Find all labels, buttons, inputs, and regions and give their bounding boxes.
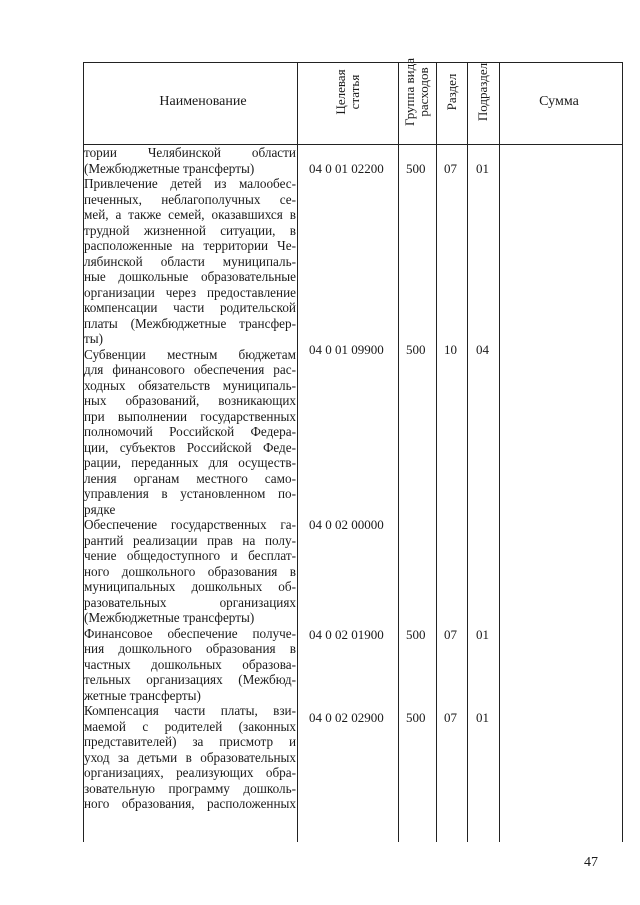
row-code: 04 0 02 00000 [309,517,384,532]
name-line: рядке [84,501,116,517]
name-line: ты) [84,331,104,346]
name-line: разовательных организациях [84,594,296,610]
name-line: ные дошкольные образовательные [84,269,296,284]
header-target-article: Целевая статья [333,69,362,115]
row-section: 07 [444,710,457,725]
name-line: зовательную программу дошколь- [84,780,296,796]
table-top-border [83,62,623,63]
row-code: 04 0 02 01900 [309,627,384,642]
col-border-group [436,62,437,842]
name-line: жетные трансферты) [84,687,201,703]
header-expense-group: Группа вида расходов [402,58,431,126]
name-line: организации через предоставление [84,284,296,300]
name-line: лябинской области муниципаль- [84,253,296,269]
name-line: ходных обязательств муниципаль- [84,377,296,393]
name-column [84,145,296,812]
name-line: рации, переданных для осуществ- [84,455,296,470]
name-line: компенсации части родительской [84,300,296,315]
name-line: ных образований, возникающих [84,393,296,408]
name-line: ления органам местного само- [84,470,296,486]
header-name: Наименование [159,94,247,109]
name-line: трудной жизненной ситуации, в [84,222,296,238]
name-line: тельных организациях (Межбюд- [84,672,296,687]
col-border-subsection [499,62,500,842]
col-border-code [398,62,399,842]
row-group: 500 [406,710,426,725]
name-line: печенных, неблагополучных се- [84,191,296,207]
name-line: ного дошкольного образования в [84,563,296,579]
name-line: Компенсация части платы, взи- [84,703,296,718]
name-line: для финансового обеспечения рас- [84,362,296,377]
col-border-name [297,62,298,842]
row-group: 500 [406,342,426,357]
name-line: муниципальных дошкольных об- [84,579,296,594]
name-line: Финансовое обеспечение получе- [84,625,296,641]
header-subsection: Подраздел [475,62,490,122]
row-group: 500 [406,627,426,642]
name-line: тории Челябинской области [84,145,296,160]
name-line: чение общедоступного и бесплат- [84,548,296,563]
name-line: ции, субъектов Российской Феде- [84,439,296,455]
page-number: 47 [584,855,598,870]
col-border-right [622,62,623,842]
row-code: 04 0 02 02900 [309,710,384,725]
name-line: расположенные на территории Че- [84,238,296,253]
name-line: Привлечение детей из малообес- [84,176,296,191]
name-line: Субвенции местным бюджетам [84,346,296,362]
name-line: Обеспечение государственных га- [84,517,296,532]
name-line: управления в установленном по- [84,486,296,501]
row-section: 10 [444,342,457,357]
name-line: (Межбюджетные трансферты) [84,160,255,176]
name-line: представителей) за присмотр и [84,734,296,749]
name-line: (Межбюджетные трансферты) [84,610,255,625]
row-subsection: 04 [476,342,489,357]
row-subsection: 01 [476,710,489,725]
name-line: организациях, реализующих обра- [84,765,296,780]
name-line: маемой с родителей (законных [84,718,296,734]
row-section: 07 [444,161,457,176]
row-code: 04 0 01 09900 [309,342,384,357]
name-line: ного образования, расположенных [84,796,296,811]
row-section: 07 [444,627,457,642]
name-line: ния дошкольного образования в [84,641,296,656]
header-sum: Сумма [539,94,579,109]
name-line: платы (Межбюджетные трансфер- [84,315,296,331]
name-line: уход за детьми в образовательных [84,749,296,765]
name-line: полномочий Российской Федера- [84,424,296,439]
name-line: частных дошкольных образова- [84,656,296,672]
row-subsection: 01 [476,161,489,176]
name-line: рантий реализации прав на полу- [84,532,296,548]
name-line: при выполнении государственных [84,408,296,424]
row-group: 500 [406,161,426,176]
row-code: 04 0 01 02200 [309,161,384,176]
row-subsection: 01 [476,627,489,642]
header-section: Раздел [444,73,459,111]
col-border-section [467,62,468,842]
name-line: мей, а также семей, оказавшихся в [84,207,296,222]
